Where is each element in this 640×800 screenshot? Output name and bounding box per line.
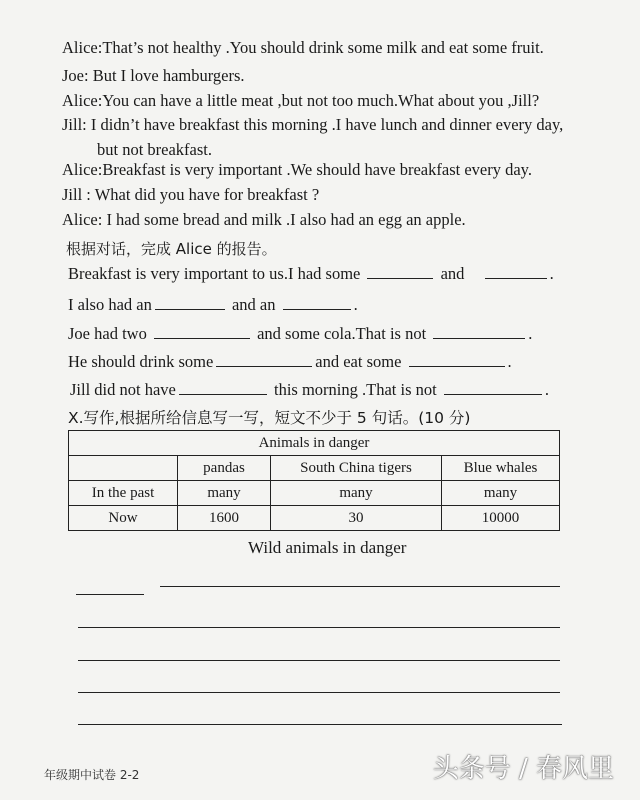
table-cell: many xyxy=(271,481,442,506)
report-line-3 xyxy=(68,324,532,344)
answer-blank[interactable] xyxy=(155,297,225,310)
writing-line[interactable] xyxy=(78,692,560,693)
report-text: Jill did not have xyxy=(70,380,176,399)
dialogue-line-5: but not breakfast. xyxy=(97,140,213,159)
report-text: Breakfast is very important to us.I had some xyxy=(68,264,361,283)
report-text: He should drink some xyxy=(68,352,214,371)
table-header-row xyxy=(69,456,560,481)
report-text: . xyxy=(528,324,533,343)
table-caption: Animals in danger xyxy=(69,431,560,456)
writing-line[interactable] xyxy=(160,586,560,587)
table-row xyxy=(69,481,560,506)
dialogue-line-7: Jill : What did you have for breakfast ? xyxy=(62,185,320,204)
table-cell: 10000 xyxy=(442,506,560,531)
report-text: . xyxy=(549,264,554,283)
answer-blank[interactable] xyxy=(485,266,547,279)
table-cell: many xyxy=(178,481,271,506)
dialogue-line-8: Alice: I had some bread and milk .I also had an egg an apple. xyxy=(62,210,466,229)
animals-table xyxy=(68,430,560,531)
table-cell: 30 xyxy=(271,506,442,531)
dialogue-line-4: Jill: I didn’t have breakfast this morning .I have lunch and dinner every day, xyxy=(62,115,564,134)
table-caption-row xyxy=(69,431,560,456)
table-header-cell: South China tigers xyxy=(271,456,442,481)
table-cell: 1600 xyxy=(178,506,271,531)
answer-blank[interactable] xyxy=(433,326,525,339)
answer-blank[interactable] xyxy=(283,297,351,310)
table-header-cell xyxy=(69,456,178,481)
dialogue-line-3: Alice:You can have a little meat ,but not too much.What about you ,Jill? xyxy=(62,91,540,110)
report-text: and an xyxy=(231,295,276,314)
table-cell: In the past xyxy=(69,481,178,506)
answer-blank[interactable] xyxy=(444,382,542,395)
report-text: . xyxy=(353,295,358,314)
table-header-cell: Blue whales xyxy=(442,456,560,481)
page-footer: 年级期中试卷 2-2 xyxy=(44,768,140,782)
writing-line[interactable] xyxy=(78,660,560,661)
table-cell: many xyxy=(442,481,560,506)
dialogue-line-1: Alice:That’s not healthy .You should drink some milk and eat some fruit. xyxy=(62,38,544,57)
report-line-2 xyxy=(68,295,358,315)
answer-blank[interactable] xyxy=(179,382,267,395)
report-instruction: 根据对话，完成 Alice 的报告。 xyxy=(66,240,277,258)
answer-blank[interactable] xyxy=(409,354,505,367)
report-line-1 xyxy=(68,264,554,284)
report-text: and xyxy=(440,264,465,283)
dialogue-line-2: Joe: But I love hamburgers. xyxy=(62,66,245,85)
answer-blank[interactable] xyxy=(154,326,250,339)
report-text: . xyxy=(544,380,549,399)
answer-blank[interactable] xyxy=(367,266,433,279)
table-row xyxy=(69,506,560,531)
essay-title: Wild animals in danger xyxy=(248,538,407,557)
report-text: I also had an xyxy=(68,295,152,314)
table-cell: Now xyxy=(69,506,178,531)
writing-instruction: X.写作,根据所给信息写一写，短文不少于 5 句话。(10 分) xyxy=(68,409,471,427)
report-line-5 xyxy=(70,380,549,400)
report-text: and eat some xyxy=(315,352,402,371)
report-text: Joe had two xyxy=(68,324,147,343)
report-text: this morning .That is not xyxy=(274,380,437,399)
writing-line[interactable] xyxy=(78,627,560,628)
answer-blank[interactable] xyxy=(216,354,312,367)
report-text: and some cola.That is not xyxy=(257,324,427,343)
watermark: 头条号 / 春风里 xyxy=(432,754,614,784)
writing-line[interactable] xyxy=(78,724,562,725)
report-text: . xyxy=(507,352,512,371)
dialogue-line-6: Alice:Breakfast is very important .We should have breakfast every day. xyxy=(62,160,532,179)
writing-line[interactable] xyxy=(76,594,144,595)
table-header-cell: pandas xyxy=(178,456,271,481)
report-line-4 xyxy=(68,352,512,372)
